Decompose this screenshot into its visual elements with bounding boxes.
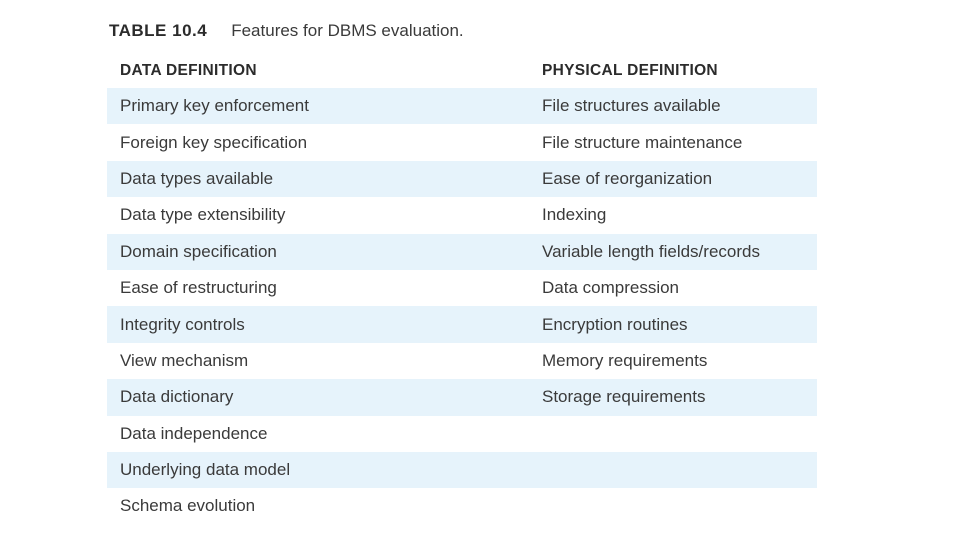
header-data-definition: DATA DEFINITION (120, 62, 257, 79)
physical-definition-cell: Variable length fields/records (542, 241, 760, 261)
physical-definition-cell: File structure maintenance (542, 132, 743, 152)
data-definition-cell: Underlying data model (120, 460, 291, 480)
physical-definition-cell: Storage requirements (542, 387, 706, 407)
table-row (107, 88, 817, 124)
physical-definition-cell: Memory requirements (542, 350, 708, 370)
table-row (107, 270, 817, 306)
table-row (107, 379, 817, 415)
table-row (107, 124, 817, 160)
table-caption (109, 18, 464, 44)
table-row (107, 161, 817, 197)
physical-definition-cell: Indexing (542, 205, 607, 225)
table-number: TABLE 10.4 (109, 21, 208, 40)
physical-definition-cell: File structures available (542, 96, 721, 116)
physical-definition-cell: Encryption routines (542, 314, 688, 334)
physical-definition-cell: Ease of reorganization (542, 168, 713, 188)
data-definition-cell: Data type extensibility (120, 205, 286, 225)
physical-definition-cell: Data compression (542, 278, 680, 298)
table-row (107, 197, 817, 233)
features-table (107, 54, 817, 525)
data-definition-cell: Data independence (120, 423, 268, 443)
data-definition-cell: Schema evolution (120, 496, 256, 516)
table-row (107, 452, 817, 488)
data-definition-cell: Integrity controls (120, 314, 245, 334)
table-row (107, 416, 817, 452)
data-definition-cell: Primary key enforcement (120, 96, 309, 116)
table-row (107, 343, 817, 379)
data-definition-cell: View mechanism (120, 350, 249, 370)
data-definition-cell: Ease of restructuring (120, 278, 277, 298)
table-header-row (107, 54, 817, 88)
table-row (107, 234, 817, 270)
data-definition-cell: Foreign key specification (120, 132, 308, 152)
header-physical-definition: PHYSICAL DEFINITION (542, 62, 718, 79)
data-definition-cell: Data types available (120, 168, 274, 188)
table-title: Features for DBMS evaluation. (231, 21, 464, 40)
table-row (107, 306, 817, 342)
data-definition-cell: Domain specification (120, 241, 277, 261)
data-definition-cell: Data dictionary (120, 387, 234, 407)
table-row (107, 488, 817, 524)
